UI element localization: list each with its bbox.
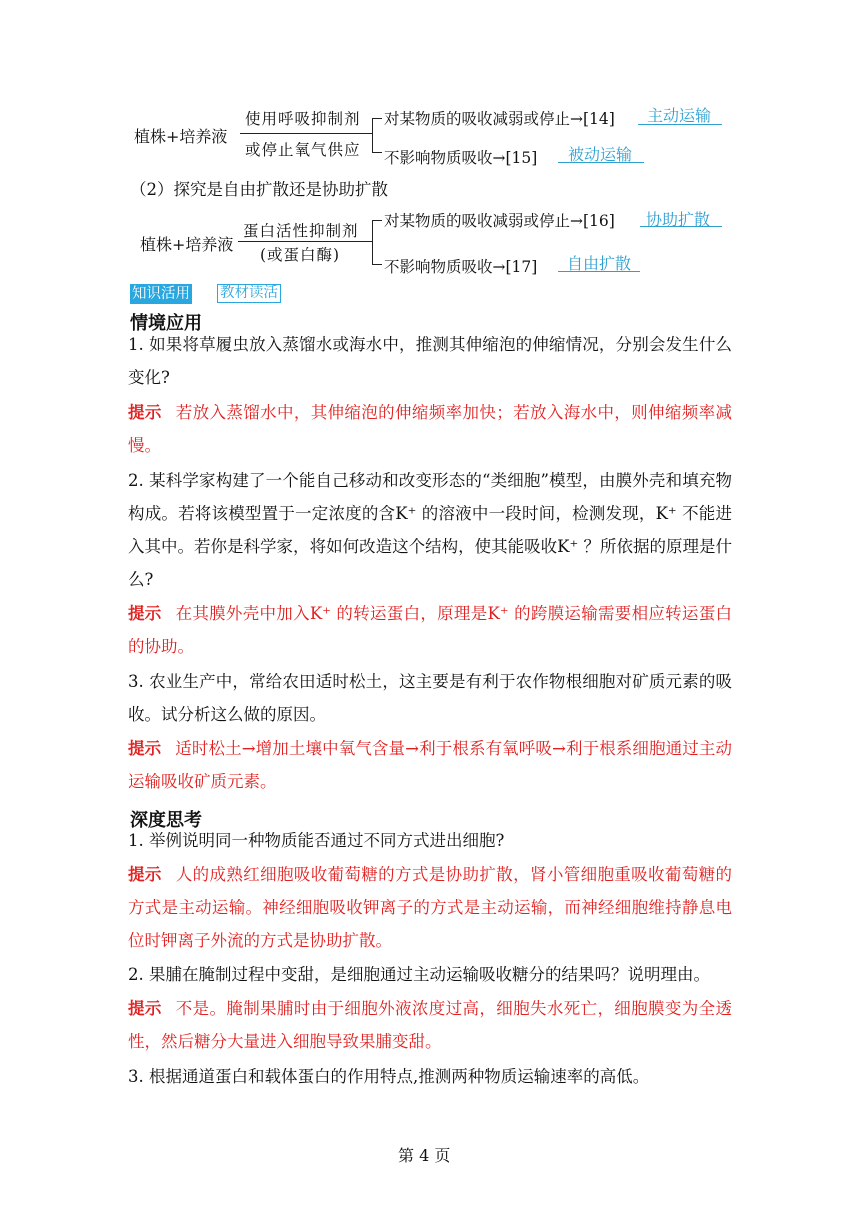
answer-16: 协助扩散 — [646, 210, 711, 229]
diagram1-condition-1: 使用呼吸抑制剂 — [245, 110, 361, 128]
tag-textbook-reading: 教材读活 — [217, 284, 281, 303]
diagram2-branch1: 对某物质的吸收减弱或停止→[16] — [384, 212, 615, 230]
question-1: 1. 如果将草履虫放入蒸馏水或海水中，推测其伸缩泡的伸缩情况，分别会发生什么变化? — [128, 335, 732, 387]
hint-text: 若放入蒸馏水中，其伸缩泡的伸缩频率加快；若放入海水中，则伸缩频率减慢。 — [128, 403, 733, 455]
question-2: 2. 某科学家构建了一个能自己移动和改变形态的“类细胞”模型，由膜外壳和填充物构成。若将该模型置于一定浓度的含K⁺ 的溶液中一段时间，检测发现，K⁺ 不能进入其中。若你是科学家，将如何改造这个结构，使其能吸收K⁺ ？所依据的原理是什么? — [128, 471, 732, 589]
diagram2-condition-2: (或蛋白酶) — [260, 246, 341, 264]
diagram1-branch1: 对某物质的吸收减弱或停止→[14] — [384, 110, 615, 128]
tag-knowledge-use: 知识活用 — [132, 286, 190, 302]
hint-label: 提示 — [128, 865, 162, 884]
answer-17: 自由扩散 — [567, 254, 632, 273]
hint-label: 提示 — [128, 999, 162, 1018]
hint-text: 人的成熟红细胞吸收葡萄糖的方式是协助扩散，肾小管细胞重吸收葡萄糖的方式是主动运输。神经细胞吸收钾离子的方式是主动运输，而神经细胞维持静息电位时钾离子外流的方式是协助扩散。 — [128, 865, 733, 950]
hint-label: 提示 — [128, 403, 162, 422]
diagram2-condition-1: 蛋白活性抑制剂 — [243, 222, 359, 240]
diagram1-branch2: 不影响物质吸收→[15] — [384, 149, 538, 167]
page-number: 第 4 页 — [398, 1146, 451, 1165]
subheading-2: （2）探究是自由扩散还是协助扩散 — [130, 180, 388, 199]
answer-15: 被动运输 — [568, 145, 633, 164]
answer-14: 主动运输 — [647, 106, 712, 125]
question-3: 3. 农业生产中，常给农田适时松土，这主要是有利于农作物根细胞对矿质元素的吸收。试分析这么做的原因。 — [128, 672, 732, 724]
hint-2 — [128, 597, 732, 663]
hint-text: 在其膜外壳中加入K⁺ 的转运蛋白，原理是K⁺ 的跨膜运输需要相应转运蛋白的协助。 — [128, 604, 733, 656]
diagram1-divider — [240, 133, 372, 134]
diagram2-divider — [238, 241, 372, 242]
deep-question-2: 2. 果脯在腌制过程中变甜，是细胞通过主动运输吸收糖分的结果吗？说明理由。 — [128, 965, 710, 984]
diagram2-branch2: 不影响物质吸收→[17] — [384, 258, 538, 276]
diagram1-condition-2: 或停止氧气供应 — [245, 141, 361, 159]
diagram2-bracket — [372, 220, 373, 264]
diagram1-subject: 植株+培养液 — [134, 127, 228, 146]
deep-hint-1 — [128, 858, 732, 957]
deep-hint-2 — [128, 992, 732, 1058]
hint-label: 提示 — [128, 604, 162, 623]
hint-label: 提示 — [128, 739, 162, 758]
deep-question-3: 3. 根据通道蛋白和载体蛋白的作用特点,推测两种物质运输速率的高低。 — [128, 1067, 650, 1086]
hint-3 — [128, 732, 732, 798]
hint-text: 适时松土→增加土壤中氧气含量→利于根系有氧呼吸→利于根系细胞通过主动运输吸收矿质元素。 — [128, 739, 732, 791]
hint-1 — [128, 396, 732, 462]
deep-question-1: 1. 举例说明同一种物质能否通过不同方式进出细胞? — [128, 831, 505, 850]
section-title-scenario: 情境应用 — [130, 313, 202, 334]
hint-text: 不是。腌制果脯时由于细胞外液浓度过高，细胞失水死亡，细胞膜变为全透性，然后糖分大量进入细胞导致果脯变甜。 — [128, 999, 733, 1051]
section-title-deep-thinking: 深度思考 — [130, 810, 202, 831]
diagram1-bracket — [372, 118, 373, 152]
diagram2-subject: 植株+培养液 — [140, 235, 234, 254]
